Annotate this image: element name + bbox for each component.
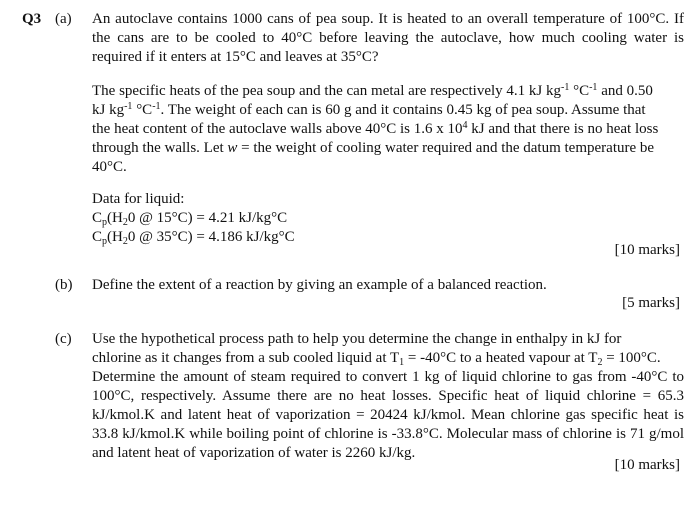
part-c-line-1: Use the hypothetical process path to help you determine the change in enthalpy in kJ for: [92, 331, 622, 347]
cp-at-35c: $C_p(H_20$ @ 35°C) = 4.186 kJ/kg°C: [92, 229, 295, 247]
para2-line-1: The specific heats of the pea soup and the can metal are respectively 4.1 kJ $kg^{-1}$ $^\circ C^{-1}$ and 0.50: [92, 82, 653, 99]
part-b-text: Define the extent of a reaction by giving an example of a balanced reaction.: [92, 277, 547, 293]
part-b-marks: [5 marks]: [622, 295, 680, 311]
para2-line-3: the heat content of the autoclave walls above 40°C is 1.6 x $10^4$ kJ and that there is no heat loss: [92, 120, 659, 137]
para2-line-2: kJ $kg^{-1}$ $^\circ C^{-1}$. The weight of each can is 60 g and it contains 0.45 kg of pea soup. Assume that: [92, 101, 646, 118]
part-c-marks: [10 marks]: [614, 457, 680, 473]
part-c-line-2: chlorine as it changes from a sub cooled liquid at $T_1 = -40^\circ C$ to a heated vapour at $T_2 = 100^\circ C$.: [92, 350, 661, 368]
para2-line-4: through the walls. Let w = the weight of cooling water required and the datum temperature be: [92, 140, 655, 156]
part-c-label: (c): [55, 331, 72, 347]
part-b-label: (b): [55, 277, 73, 293]
para2-line-5: 40°C.: [92, 159, 127, 175]
part-a-paragraph-2: [92, 82, 684, 177]
part-a-paragraph-1: An autoclave contains 1000 cans of pea soup. It is heated to an overall temperature of 100°C. If the cans are to be cooled to 40°C before leaving the autoclave, how much cooling water is required if it enters at 15°C and leaves at 35°C?: [92, 11, 684, 65]
question-number: Q3: [22, 11, 42, 27]
part-c-paragraph: [92, 330, 684, 463]
part-a-marks: [10 marks]: [614, 242, 680, 258]
part-c-rest: Determine the amount of steam required to convert 1 kg of liquid chlorine to gas from -40°C to 100°C, respectively. Assume there are no heat losses. Specific heat of liquid chlorine = 65.3 kJ/kmol.K and latent heat of vaporization = 20424 kJ/kmol. Mean chlorine gas specific heat is 33.8 kJ/kmol.K while boiling point of chlorine is -33.8°C. Molecular mass of chlorine is 71 g/mol and latent heat of vaporization of water is 2260 kJ/kg.: [92, 369, 684, 461]
cp-at-15c: $C_p(H_20$ @ 15°C) = 4.21 kJ/kg°C: [92, 210, 288, 228]
part-a-label: (a): [55, 11, 72, 27]
part-a-data: [92, 190, 684, 247]
data-heading: Data for liquid:: [92, 191, 185, 207]
